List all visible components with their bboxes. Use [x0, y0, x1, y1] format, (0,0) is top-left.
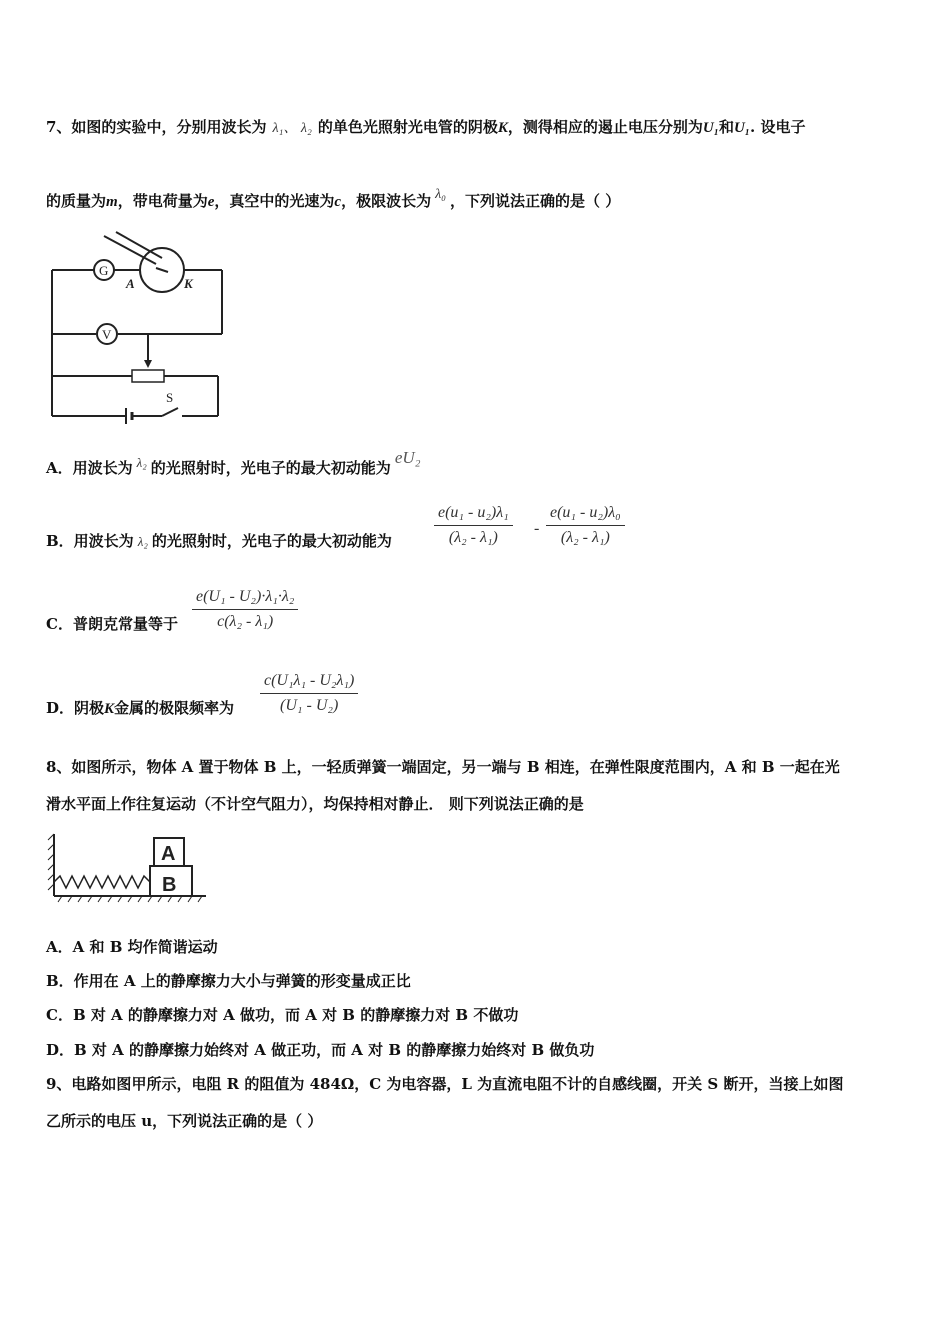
voltage-U1b: U₁: [733, 120, 751, 136]
q8-option-d: D．B 对 A 的静摩擦力始终对 A 做正功，而 A 对 B 的静摩擦力始终对 B 做负功: [46, 1041, 595, 1059]
block-a-label: A: [161, 843, 176, 865]
lambda2-symbol: λ₂: [137, 534, 148, 549]
q9-line1: 9、电路如图甲所示，电阻 R 的阻值为 484Ω，C 为电容器，L 为直流电阻不计的自感线圈，开关 S 断开，当接上如图: [46, 1075, 844, 1093]
option-label: A．用波长为: [46, 459, 133, 477]
option-text: 的光照射时，光电子的最大初动能为: [150, 459, 391, 477]
fraction-b2: [546, 504, 625, 547]
lambda2-symbol: λ₂: [136, 455, 147, 470]
fraction-b1: [434, 504, 513, 547]
option-label: C．普朗克常量等于: [46, 615, 178, 633]
q8-option-a: A．A 和 B 均作简谐运动: [46, 938, 218, 956]
photocell-circuit-diagram: [44, 228, 234, 428]
q7-text: ，测得相应的遏止电压分别为: [507, 118, 703, 136]
option-text: 金属的极限频率为: [114, 699, 235, 717]
q9-line2: 乙所示的电压 u，下列说法正确的是（ ）: [46, 1112, 323, 1130]
q8-line1: 8、如图所示，物体 A 置于物体 B 上，一轻质弹簧一端固定，另一端与 B 相连，在弹性限度范围内，A 和 B 一起在光: [46, 758, 840, 776]
q7-line2: [46, 187, 621, 211]
numerator: e(u₁ - u₂)λ₁: [438, 504, 509, 521]
spring-block-diagram: [44, 830, 214, 906]
label-G: G: [99, 263, 109, 278]
block-b-label: B: [162, 874, 177, 896]
q7-text: 和: [718, 118, 734, 136]
q7-text: ，下列说法正确的是（ ）: [450, 192, 621, 210]
numerator: e(u₁ - u₂)λ₀: [550, 504, 621, 521]
denominator: (λ₂ - λ₁): [448, 529, 498, 546]
label-V: V: [102, 327, 112, 342]
mass-m: m: [106, 194, 118, 210]
option-label: B．用波长为: [46, 532, 134, 550]
option-label: D．阴极: [46, 699, 105, 717]
charge-e: e: [207, 194, 215, 210]
label-K: K: [184, 276, 193, 291]
q7-text: ，带电荷量为: [117, 192, 208, 210]
q7-text: 的质量为: [46, 192, 107, 210]
minus-sign: -: [534, 520, 540, 537]
q7-text: ，真空中的光速为: [214, 192, 335, 210]
q7-text: 的单色光照射光电管的阴极: [317, 118, 498, 136]
cathode-K: K: [104, 701, 115, 717]
q8-option-b: B．作用在 A 上的静摩擦力大小与弹簧的形变量成正比: [46, 972, 411, 990]
q8-line2: 滑水平面上作往复运动（不计空气阻力），均保持相对静止． 则下列说法正确的是: [46, 795, 584, 813]
denominator: (λ₂ - λ₁): [560, 529, 610, 546]
q7-option-d: [46, 697, 234, 718]
label-A: A: [126, 276, 135, 291]
option-text: 的光照射时，光电子的最大初动能为: [151, 532, 392, 550]
q7-text: ，极限波长为: [341, 192, 432, 210]
q7-line1: [46, 116, 805, 137]
q8-option-c: C．B 对 A 的静摩擦力对 A 做功，而 A 对 B 的静摩擦力对 B 不做功: [46, 1006, 519, 1024]
label-S: S: [166, 390, 174, 405]
q7-option-b: [46, 530, 392, 551]
speed-c: c: [334, 194, 342, 210]
q7-option-a: [46, 448, 421, 478]
numerator: c(U₁λ₁ - U₂λ₁): [264, 672, 355, 689]
fraction-c: [192, 588, 298, 631]
fraction-d: [260, 672, 358, 715]
q7-option-c: [46, 613, 178, 634]
expr-eU2: eU₂: [394, 448, 421, 467]
cathode-K: K: [497, 120, 508, 136]
lambda0-symbol: λ₀: [435, 187, 447, 202]
denominator: c(λ₂ - λ₁): [217, 613, 274, 630]
voltage-U1: U₁: [702, 120, 719, 136]
lambda-symbols: λ₁、 λ₂: [272, 121, 312, 136]
q7-text: 7、如图的实验中，分别用波长为: [46, 118, 267, 136]
numerator: e(U₁ - U₂)·λ₁·λ₂: [196, 588, 295, 605]
q7-text: . 设电子: [750, 118, 806, 136]
denominator: (U₁ - U₂): [280, 697, 339, 714]
